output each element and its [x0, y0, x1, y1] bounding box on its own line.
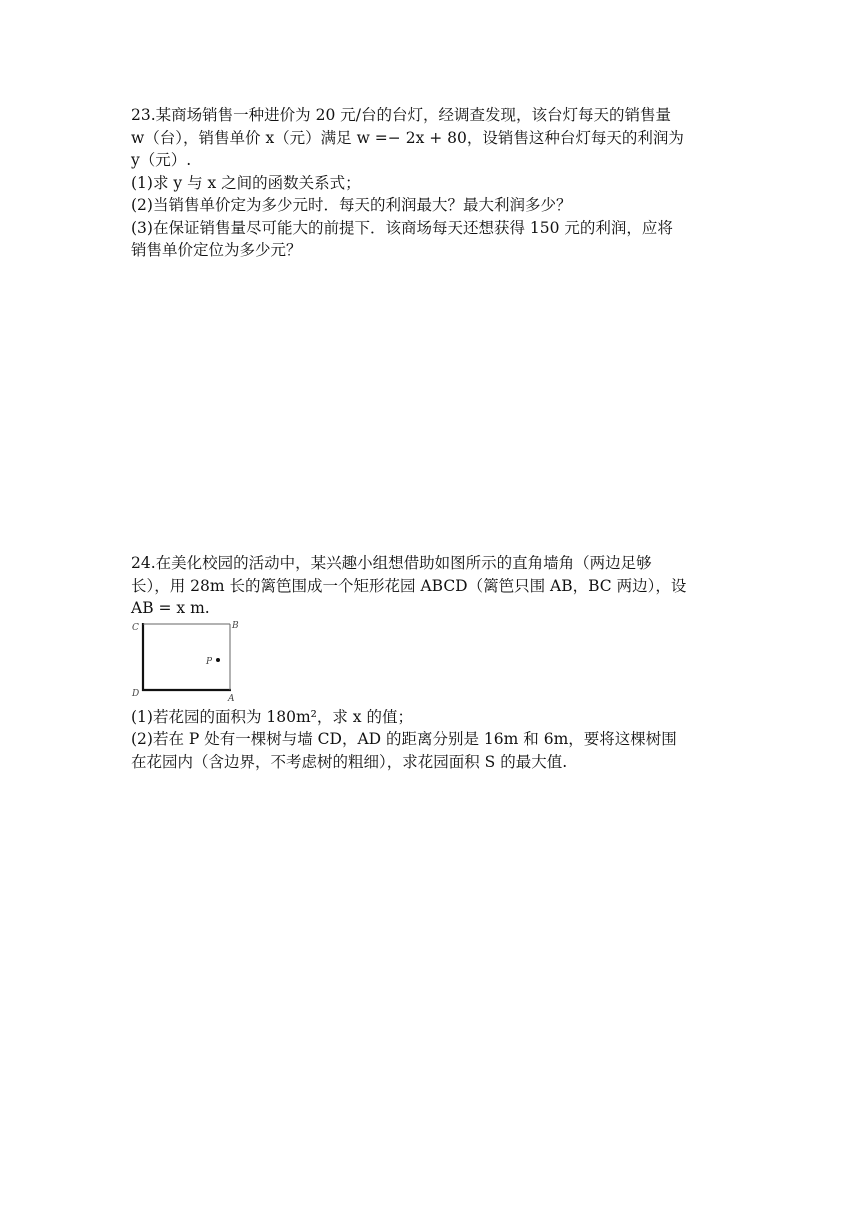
problem-24-intro-line: AB = x m. [131, 599, 210, 617]
problem-24-question-1: (1)若花园的面积为 180m²，求 x 的值； [131, 707, 413, 726]
problem-24 [131, 552, 731, 773]
label-c: C [132, 622, 139, 633]
label-p: P [206, 656, 213, 667]
problem-23-line: y（元）. [131, 151, 192, 169]
problem-23-question-1: (1)求 y 与 x 之间的函数关系式； [131, 173, 361, 192]
problem-23 [131, 104, 731, 262]
problem-23-question-3: (3)在保证销售量尽可能大的前提下．该商场每天还想获得 150 元的利润，应将 [131, 218, 673, 237]
problem-23-line: 销售单价定位为多少元？ [131, 241, 302, 259]
problem-24-intro-line: 24.在美化校园的活动中，某兴趣小组想借助如图所示的直角墙角（两边足够 [131, 554, 652, 572]
label-b: B [232, 620, 239, 631]
label-d: D [132, 688, 140, 699]
tree-point-p [216, 658, 220, 662]
problem-24-intro-line: 长），用 28m 长的篱笆围成一个矩形花园 ABCD（篱笆只围 AB，BC 两边），设 [131, 576, 687, 595]
problem-24-question-2-cont: 在花园内（含边界，不考虑树的粗细），求花园面积 S 的最大值. [131, 752, 568, 771]
label-a: A [228, 693, 235, 704]
problem-23-line: 23.某商场销售一种进价为 20 元/台的台灯，经调查发现，该台灯每天的销售量 [131, 106, 671, 124]
problem-23-line: w（台），销售单价 x（元）满足 w =− 2x + 80，设销售这种台灯每天的利润为 [131, 128, 684, 147]
problem-23-question-2: (2)当销售单价定为多少元时．每天的利润最大？最大利润多少？ [131, 196, 572, 214]
garden-figure [131, 621, 261, 706]
problem-24-question-2: (2)若在 P 处有一棵树与墙 CD，AD 的距离分别是 16m 和 6m，要将这棵树围 [131, 730, 677, 748]
